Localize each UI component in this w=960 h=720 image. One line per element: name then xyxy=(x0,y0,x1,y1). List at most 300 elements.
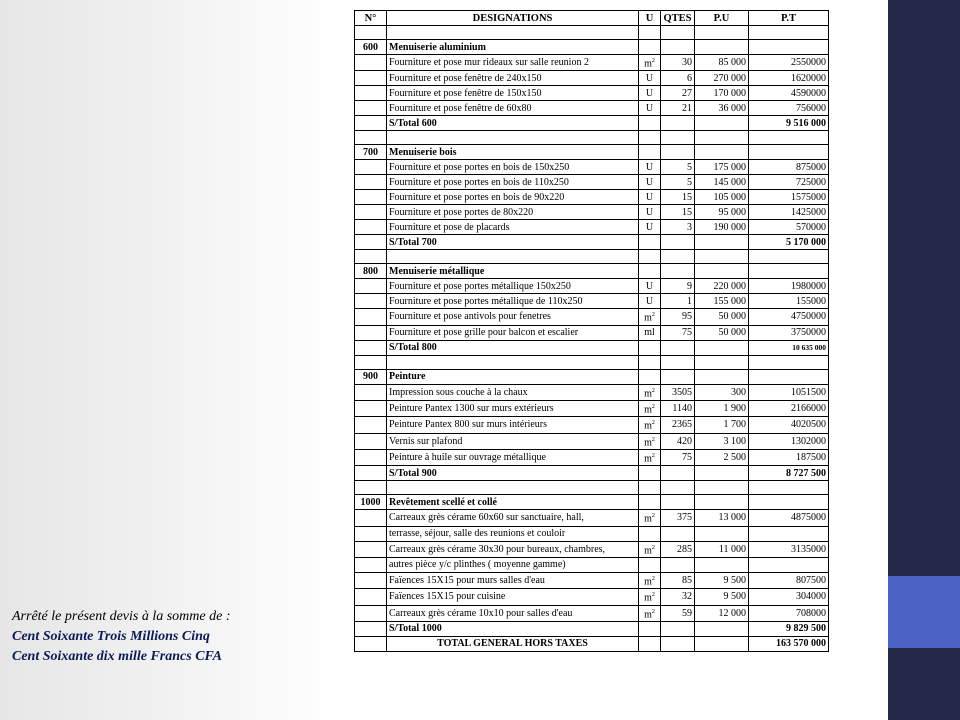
empty-cell xyxy=(355,250,387,264)
empty-cell xyxy=(355,279,387,294)
item-quantity: 27 xyxy=(661,86,695,101)
item-designation: Fourniture et pose fenêtre de 240x150 xyxy=(387,71,639,86)
empty-cell xyxy=(639,264,661,279)
item-quantity: 5 xyxy=(661,160,695,175)
empty-cell xyxy=(695,636,749,651)
item-total-price: 3135000 xyxy=(749,541,829,557)
empty-cell xyxy=(639,355,661,369)
item-designation-continued: terrasse, séjour, salle des reunions et couloir xyxy=(387,526,639,541)
unit-value: m xyxy=(644,312,652,324)
subtotal-value: 9 829 500 xyxy=(749,621,829,636)
empty-cell xyxy=(639,557,661,572)
empty-cell xyxy=(695,235,749,250)
unit-superscript: 2 xyxy=(651,403,655,410)
section-number: 600 xyxy=(355,40,387,55)
unit-superscript: 2 xyxy=(651,544,655,551)
table-row xyxy=(355,294,829,309)
table-row xyxy=(355,400,829,416)
unit-value: U xyxy=(645,102,654,114)
item-quantity: 5 xyxy=(661,175,695,190)
empty-cell xyxy=(355,605,387,621)
quote-table-container xyxy=(354,10,828,652)
empty-cell xyxy=(355,541,387,557)
empty-cell xyxy=(639,481,661,495)
empty-cell xyxy=(661,235,695,250)
unit-value: m xyxy=(644,420,652,432)
section-title: Revêtement scellé et collé xyxy=(387,495,639,510)
empty-cell xyxy=(695,526,749,541)
item-unit-price: 36 000 xyxy=(695,101,749,116)
table-row xyxy=(355,589,829,605)
subtotal-row xyxy=(355,340,829,355)
item-quantity: 75 xyxy=(661,449,695,465)
item-unit xyxy=(639,400,661,416)
table-row xyxy=(355,510,829,526)
empty-cell xyxy=(387,481,639,495)
unit-superscript: 2 xyxy=(651,608,655,615)
empty-cell xyxy=(749,40,829,55)
item-quantity: 9 xyxy=(661,279,695,294)
empty-cell xyxy=(355,481,387,495)
unit-value: U xyxy=(645,221,654,233)
unit-superscript: 2 xyxy=(651,312,655,319)
subtotal-label: S/Total 1000 xyxy=(387,621,639,636)
item-unit xyxy=(639,541,661,557)
empty-cell xyxy=(749,250,829,264)
table-row xyxy=(355,175,829,190)
item-unit-price: 300 xyxy=(695,384,749,400)
blank-row xyxy=(355,26,829,40)
empty-cell xyxy=(355,190,387,205)
item-designation: Fourniture et pose de placards xyxy=(387,220,639,235)
unit-superscript: 2 xyxy=(651,452,655,459)
empty-cell xyxy=(695,466,749,481)
empty-cell xyxy=(695,369,749,384)
empty-cell xyxy=(661,557,695,572)
empty-cell xyxy=(749,526,829,541)
item-unit xyxy=(639,220,661,235)
item-unit-price: 13 000 xyxy=(695,510,749,526)
unit-value: U xyxy=(645,280,654,292)
item-quantity: 15 xyxy=(661,190,695,205)
empty-cell xyxy=(355,355,387,369)
unit-value: m xyxy=(644,58,652,70)
empty-cell xyxy=(387,131,639,145)
section-number: 1000 xyxy=(355,495,387,510)
empty-cell xyxy=(661,340,695,355)
subtotal-value: 5 170 000 xyxy=(749,235,829,250)
item-designation: Fourniture et pose fenêtre de 150x150 xyxy=(387,86,639,101)
item-total-price: 304000 xyxy=(749,589,829,605)
item-designation: Fourniture et pose portes en bois de 150x250 xyxy=(387,160,639,175)
unit-superscript: 2 xyxy=(651,436,655,443)
unit-superscript: 2 xyxy=(651,420,655,427)
closing-statement xyxy=(12,607,342,667)
grand-total-row xyxy=(355,636,829,651)
unit-value: m xyxy=(644,608,652,620)
table-row xyxy=(355,279,829,294)
empty-cell xyxy=(661,264,695,279)
item-total-price: 187500 xyxy=(749,449,829,465)
subtotal-row xyxy=(355,466,829,481)
item-unit-price: 105 000 xyxy=(695,190,749,205)
unit-value: U xyxy=(645,161,654,173)
empty-cell xyxy=(661,40,695,55)
empty-cell xyxy=(355,325,387,340)
subtotal-row xyxy=(355,235,829,250)
item-unit xyxy=(639,86,661,101)
item-unit xyxy=(639,510,661,526)
empty-cell xyxy=(661,26,695,40)
blank-row xyxy=(355,355,829,369)
empty-cell xyxy=(355,220,387,235)
empty-cell xyxy=(639,340,661,355)
empty-cell xyxy=(639,116,661,131)
empty-cell xyxy=(639,40,661,55)
empty-cell xyxy=(355,26,387,40)
empty-cell xyxy=(749,481,829,495)
item-quantity: 95 xyxy=(661,309,695,325)
item-unit-price: 145 000 xyxy=(695,175,749,190)
item-quantity: 3505 xyxy=(661,384,695,400)
item-quantity: 3 xyxy=(661,220,695,235)
item-unit-price: 9 500 xyxy=(695,589,749,605)
section-number: 900 xyxy=(355,369,387,384)
unit-value: m xyxy=(644,387,652,399)
unit-superscript: 2 xyxy=(651,58,655,64)
item-unit-price: 220 000 xyxy=(695,279,749,294)
table-row xyxy=(355,71,829,86)
table-row xyxy=(355,449,829,465)
item-designation: Peinture Pantex 1300 sur murs extérieurs xyxy=(387,400,639,416)
item-designation: Fourniture et pose grille pour balcon et escalier xyxy=(387,325,639,340)
table-row xyxy=(355,325,829,340)
unit-value: m xyxy=(644,404,652,416)
item-unit-price: 1 900 xyxy=(695,400,749,416)
subtotal-label: S/Total 600 xyxy=(387,116,639,131)
item-unit-price: 170 000 xyxy=(695,86,749,101)
item-unit xyxy=(639,190,661,205)
empty-cell xyxy=(661,495,695,510)
item-total-price: 1980000 xyxy=(749,279,829,294)
item-quantity: 30 xyxy=(661,55,695,71)
unit-value: m xyxy=(644,592,652,604)
item-unit xyxy=(639,449,661,465)
section-number: 800 xyxy=(355,264,387,279)
item-quantity: 1 xyxy=(661,294,695,309)
table-row xyxy=(355,309,829,325)
subtotal-value: 9 516 000 xyxy=(749,116,829,131)
section-title: Menuiserie métallique xyxy=(387,264,639,279)
empty-cell xyxy=(387,355,639,369)
table-row xyxy=(355,160,829,175)
item-total-price: 4875000 xyxy=(749,510,829,526)
item-unit-price: 9 500 xyxy=(695,572,749,588)
empty-cell xyxy=(749,264,829,279)
empty-cell xyxy=(639,131,661,145)
table-row xyxy=(355,572,829,588)
section-title: Menuiserie aluminium xyxy=(387,40,639,55)
grand-total-label: TOTAL GENERAL HORS TAXES xyxy=(387,636,639,651)
empty-cell xyxy=(695,116,749,131)
item-designation: Fourniture et pose antivols pour fenetres xyxy=(387,309,639,325)
item-total-price: 875000 xyxy=(749,160,829,175)
empty-cell xyxy=(695,557,749,572)
unit-value: U xyxy=(645,206,654,218)
item-quantity: 375 xyxy=(661,510,695,526)
unit-superscript: 2 xyxy=(651,575,655,582)
item-designation: Fourniture et pose portes de 80x220 xyxy=(387,205,639,220)
closing-intro: Arrêté le présent devis à la somme de : xyxy=(12,609,231,624)
empty-cell xyxy=(639,369,661,384)
blank-row xyxy=(355,131,829,145)
item-designation: Fourniture et pose mur rideaux sur salle reunion 2 xyxy=(387,55,639,71)
empty-cell xyxy=(749,26,829,40)
item-total-price: 155000 xyxy=(749,294,829,309)
empty-cell xyxy=(355,466,387,481)
unit-value: m xyxy=(644,544,652,556)
item-unit-price: 190 000 xyxy=(695,220,749,235)
section-header-row xyxy=(355,495,829,510)
unit-value: U xyxy=(645,191,654,203)
empty-cell xyxy=(355,433,387,449)
empty-cell xyxy=(749,369,829,384)
table-row xyxy=(355,220,829,235)
empty-cell xyxy=(355,160,387,175)
subtotal-row xyxy=(355,621,829,636)
item-quantity: 6 xyxy=(661,71,695,86)
empty-cell xyxy=(355,309,387,325)
item-unit xyxy=(639,417,661,433)
unit-value: m xyxy=(644,576,652,588)
empty-cell xyxy=(639,26,661,40)
table-row xyxy=(355,101,829,116)
item-designation: Faïences 15X15 pour murs salles d'eau xyxy=(387,572,639,588)
table-row xyxy=(355,605,829,621)
item-total-price: 756000 xyxy=(749,101,829,116)
subtotal-value: 8 727 500 xyxy=(749,466,829,481)
unit-value: U xyxy=(645,295,654,307)
item-designation: Impression sous couche à la chaux xyxy=(387,384,639,400)
empty-cell xyxy=(639,636,661,651)
item-unit xyxy=(639,160,661,175)
empty-cell xyxy=(355,510,387,526)
item-total-price: 2550000 xyxy=(749,55,829,71)
empty-cell xyxy=(355,175,387,190)
quote-table xyxy=(354,10,829,652)
item-quantity: 15 xyxy=(661,205,695,220)
table-header-row xyxy=(355,11,829,26)
item-unit-price: 12 000 xyxy=(695,605,749,621)
item-quantity: 85 xyxy=(661,572,695,588)
empty-cell xyxy=(355,86,387,101)
table-row xyxy=(355,205,829,220)
item-total-price: 807500 xyxy=(749,572,829,588)
empty-cell xyxy=(695,481,749,495)
empty-cell xyxy=(695,250,749,264)
table-row-continuation xyxy=(355,526,829,541)
empty-cell xyxy=(355,55,387,71)
empty-cell xyxy=(661,481,695,495)
subtotal-label: S/Total 900 xyxy=(387,466,639,481)
item-total-price: 1051500 xyxy=(749,384,829,400)
empty-cell xyxy=(749,557,829,572)
empty-cell xyxy=(387,250,639,264)
unit-value: ml xyxy=(644,327,655,339)
empty-cell xyxy=(355,340,387,355)
empty-cell xyxy=(355,235,387,250)
blank-row xyxy=(355,481,829,495)
item-designation: Fourniture et pose portes en bois de 90x220 xyxy=(387,190,639,205)
item-total-price: 725000 xyxy=(749,175,829,190)
unit-value: U xyxy=(645,72,654,84)
section-header-row xyxy=(355,264,829,279)
empty-cell xyxy=(639,621,661,636)
empty-cell xyxy=(355,131,387,145)
subtotal-label: S/Total 800 xyxy=(387,340,639,355)
item-designation: Fourniture et pose portes en bois de 110x250 xyxy=(387,175,639,190)
item-unit-price: 11 000 xyxy=(695,541,749,557)
subtotal-row xyxy=(355,116,829,131)
item-unit xyxy=(639,175,661,190)
subtotal-label: S/Total 700 xyxy=(387,235,639,250)
unit-value: m xyxy=(644,436,652,448)
item-designation-continued: autres pièce y/c plinthes ( moyenne gamme) xyxy=(387,557,639,572)
table-row xyxy=(355,541,829,557)
empty-cell xyxy=(661,145,695,160)
header-no: N° xyxy=(355,11,387,26)
table-row xyxy=(355,55,829,71)
empty-cell xyxy=(661,250,695,264)
grand-total-value: 163 570 000 xyxy=(749,636,829,651)
item-designation: Fourniture et pose fenêtre de 60x80 xyxy=(387,101,639,116)
item-unit-price: 85 000 xyxy=(695,55,749,71)
unit-superscript: 2 xyxy=(651,513,655,520)
empty-cell xyxy=(639,235,661,250)
empty-cell xyxy=(749,355,829,369)
item-quantity: 420 xyxy=(661,433,695,449)
empty-cell xyxy=(355,449,387,465)
item-quantity: 59 xyxy=(661,605,695,621)
empty-cell xyxy=(355,636,387,651)
empty-cell xyxy=(695,355,749,369)
item-total-price: 708000 xyxy=(749,605,829,621)
item-quantity: 75 xyxy=(661,325,695,340)
unit-value: m xyxy=(644,513,652,525)
empty-cell xyxy=(749,131,829,145)
empty-cell xyxy=(661,355,695,369)
item-unit xyxy=(639,384,661,400)
header-designations: DESIGNATIONS xyxy=(387,11,639,26)
item-unit xyxy=(639,205,661,220)
empty-cell xyxy=(355,400,387,416)
empty-cell xyxy=(695,145,749,160)
table-row xyxy=(355,433,829,449)
amount-in-words-line-1: Cent Soixante Trois Millions Cinq xyxy=(12,629,210,644)
empty-cell xyxy=(639,526,661,541)
unit-superscript: 2 xyxy=(651,387,655,394)
section-header-row xyxy=(355,369,829,384)
empty-cell xyxy=(661,131,695,145)
item-unit xyxy=(639,572,661,588)
empty-cell xyxy=(639,250,661,264)
section-title: Menuiserie bois xyxy=(387,145,639,160)
empty-cell xyxy=(387,26,639,40)
section-header-row xyxy=(355,40,829,55)
item-unit-price: 270 000 xyxy=(695,71,749,86)
item-unit xyxy=(639,55,661,71)
item-designation: Peinture à huile sur ouvrage métallique xyxy=(387,449,639,465)
empty-cell xyxy=(355,71,387,86)
empty-cell xyxy=(661,466,695,481)
empty-cell xyxy=(695,264,749,279)
item-unit-price: 2 500 xyxy=(695,449,749,465)
item-designation: Carreaux grès cérame 10x10 pour salles d'eau xyxy=(387,605,639,621)
unit-value: U xyxy=(645,176,654,188)
item-unit-price: 95 000 xyxy=(695,205,749,220)
empty-cell xyxy=(639,145,661,160)
item-unit-price: 155 000 xyxy=(695,294,749,309)
item-unit xyxy=(639,433,661,449)
header-unit: U xyxy=(639,11,661,26)
item-unit-price: 50 000 xyxy=(695,325,749,340)
header-quantity: QTES xyxy=(661,11,695,26)
item-quantity: 285 xyxy=(661,541,695,557)
item-unit xyxy=(639,309,661,325)
item-unit xyxy=(639,605,661,621)
table-row xyxy=(355,86,829,101)
empty-cell xyxy=(749,145,829,160)
empty-cell xyxy=(695,495,749,510)
item-designation: Carreaux grès cérame 30x30 pour bureaux, chambres, xyxy=(387,541,639,557)
unit-value: m xyxy=(644,453,652,465)
empty-cell xyxy=(661,369,695,384)
item-total-price: 4590000 xyxy=(749,86,829,101)
amount-in-words-line-2: Cent Soixante dix mille Francs CFA xyxy=(12,649,222,664)
empty-cell xyxy=(355,589,387,605)
item-unit xyxy=(639,325,661,340)
empty-cell xyxy=(355,621,387,636)
empty-cell xyxy=(695,131,749,145)
unit-value: U xyxy=(645,87,654,99)
empty-cell xyxy=(355,205,387,220)
empty-cell xyxy=(695,40,749,55)
item-quantity: 2365 xyxy=(661,417,695,433)
table-row xyxy=(355,417,829,433)
empty-cell xyxy=(355,101,387,116)
empty-cell xyxy=(661,116,695,131)
empty-cell xyxy=(695,621,749,636)
empty-cell xyxy=(355,526,387,541)
item-total-price: 4020500 xyxy=(749,417,829,433)
item-unit-price: 50 000 xyxy=(695,309,749,325)
item-designation: Fourniture et pose portes métallique 150x250 xyxy=(387,279,639,294)
item-unit xyxy=(639,101,661,116)
item-total-price: 570000 xyxy=(749,220,829,235)
item-designation: Vernis sur plafond xyxy=(387,433,639,449)
section-title: Peinture xyxy=(387,369,639,384)
empty-cell xyxy=(639,466,661,481)
empty-cell xyxy=(695,26,749,40)
header-unit-price: P.U xyxy=(695,11,749,26)
item-unit xyxy=(639,71,661,86)
item-unit-price: 3 100 xyxy=(695,433,749,449)
empty-cell xyxy=(355,417,387,433)
empty-cell xyxy=(639,495,661,510)
empty-cell xyxy=(355,384,387,400)
item-unit-price: 1 700 xyxy=(695,417,749,433)
item-unit xyxy=(639,279,661,294)
